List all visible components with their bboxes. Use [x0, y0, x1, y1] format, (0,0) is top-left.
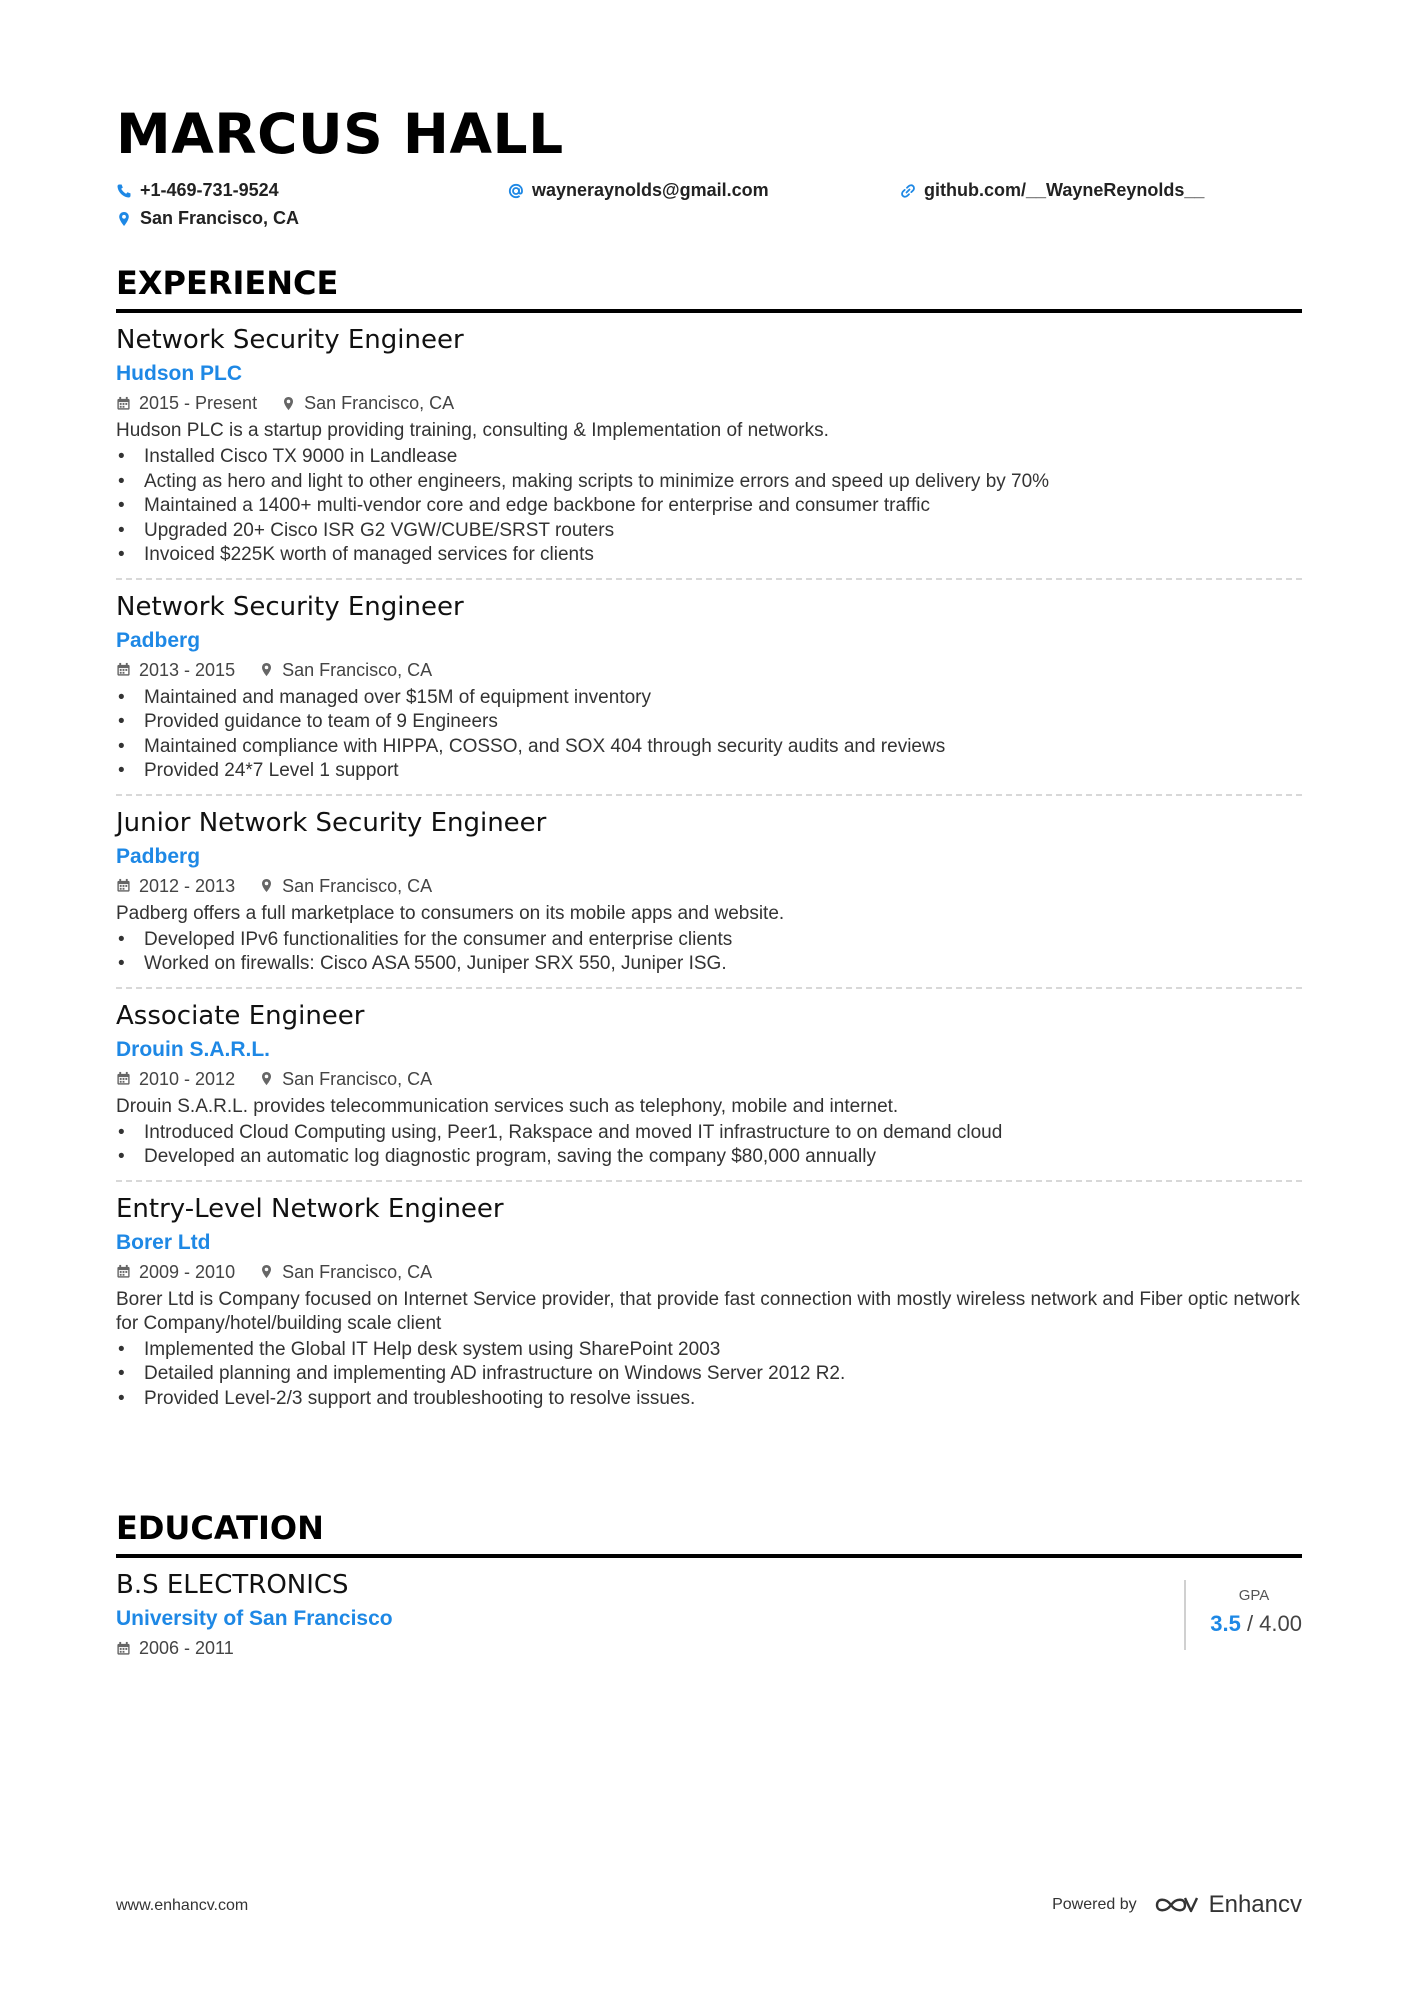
gpa-value	[1186, 1608, 1302, 1640]
gpa-separator: /	[1246, 1611, 1260, 1636]
achievement-item: • Provided guidance to team of 9 Engineers	[116, 710, 1302, 735]
job-location: San Francisco, CA	[304, 393, 455, 413]
at-sign-icon	[508, 183, 524, 199]
achievement-item: • Acting as hero and light to other engineers, making scripts to minimize errors and speed up delivery by 70%	[116, 470, 1302, 495]
gpa-score: 3.5	[1210, 1611, 1241, 1636]
achievement-list	[116, 445, 1302, 568]
company-name: Padberg	[116, 628, 201, 652]
gpa-max: 4.00	[1259, 1611, 1302, 1636]
email-address: wayneraynolds@gmail.com	[532, 180, 769, 200]
map-pin-icon	[259, 1264, 274, 1279]
map-pin-icon	[259, 1071, 274, 1086]
job-title: Entry-Level Network Engineer	[116, 1193, 504, 1224]
experience-entry	[116, 1182, 1302, 1422]
date-group	[116, 656, 235, 684]
achievement-list	[116, 1338, 1302, 1412]
job-meta	[116, 656, 1302, 684]
calendar-icon	[116, 1264, 131, 1279]
gpa-box	[1184, 1580, 1302, 1650]
achievement-item: • Introduced Cloud Computing using, Peer1, Rakspace and moved IT infrastructure to on demand cloud	[116, 1121, 1302, 1146]
map-pin-icon	[259, 662, 274, 677]
job-title: Network Security Engineer	[116, 591, 464, 622]
resume-header	[116, 98, 1302, 232]
degree: B.S ELECTRONICS	[116, 1570, 349, 1600]
experience-section	[116, 263, 1302, 1421]
job-dates: 2015 - Present	[139, 393, 258, 413]
achievement-item: • Developed IPv6 functionalities for the consumer and enterprise clients	[116, 928, 1302, 953]
achievement-list	[116, 686, 1302, 784]
enhancv-brand-text: Enhancv	[1208, 1891, 1302, 1918]
page-footer	[116, 1891, 1302, 1921]
achievement-item: • Maintained and managed over $15M of equipment inventory	[116, 686, 1302, 711]
job-location: San Francisco, CA	[282, 875, 433, 896]
github-url: github.com/__WayneReynolds__	[924, 180, 1205, 200]
map-pin-icon	[259, 878, 274, 893]
achievement-item: • Upgraded 20+ Cisco ISR G2 VGW/CUBE/SRST routers	[116, 519, 1302, 544]
contact-location	[116, 208, 299, 229]
enhancv-logo[interactable]	[1153, 1891, 1302, 1919]
education-entry	[116, 1558, 1302, 1668]
contact-phone[interactable]	[116, 180, 279, 201]
enhancv-logo-icon	[1153, 1892, 1199, 1918]
achievement-list	[116, 1121, 1302, 1170]
company-description: Drouin S.A.R.L. provides telecommunication services such as telephony, mobile and internet.	[116, 1095, 899, 1117]
job-dates: 2009 - 2010	[139, 1261, 236, 1282]
education-section	[116, 1508, 1302, 1668]
job-location: San Francisco, CA	[282, 659, 433, 680]
company-description: Hudson PLC is a startup providing training, consulting & Implementation of networks.	[116, 420, 829, 441]
achievement-item: • Developed an automatic log diagnostic program, saving the company $80,000 annually	[116, 1145, 1302, 1170]
map-pin-icon	[116, 211, 132, 227]
location-group	[259, 1258, 432, 1286]
achievement-item: • Maintained a 1400+ multi-vendor core and edge backbone for enterprise and consumer traffic	[116, 494, 1302, 519]
achievement-item: • Provided 24*7 Level 1 support	[116, 759, 1302, 784]
achievement-list	[116, 928, 1302, 977]
location-group	[259, 1065, 432, 1093]
phone-number: +1-469-731-9524	[140, 180, 279, 200]
location-text: San Francisco, CA	[140, 208, 300, 228]
job-meta	[116, 1258, 1302, 1286]
company-description: Borer Ltd is Company focused on Internet Service provider, that provide fast connection with mostly wireless network and Fiber optic network for Company/hotel/building scale client	[116, 1288, 1300, 1334]
location-group	[259, 872, 432, 900]
education-meta	[116, 1634, 1302, 1662]
gpa-label: GPA	[1238, 1587, 1270, 1604]
achievement-item: • Maintained compliance with HIPPA, COSSO, and SOX 404 through security audits and reviews	[116, 735, 1302, 760]
experience-list	[116, 313, 1302, 1421]
candidate-name: MARCUS HALL	[116, 102, 564, 166]
experience-entry	[116, 989, 1302, 1182]
school-name: University of San Francisco	[116, 1607, 393, 1630]
phone-icon	[116, 183, 132, 199]
date-group	[116, 1258, 235, 1286]
section-title-education: EDUCATION	[116, 1508, 1302, 1558]
footer-site-link[interactable]: www.enhancv.com	[116, 1897, 249, 1914]
contact-github[interactable]	[900, 180, 1204, 201]
link-icon	[900, 183, 916, 199]
powered-by	[1052, 1891, 1302, 1919]
map-pin-icon	[281, 396, 296, 411]
experience-entry	[116, 313, 1302, 580]
company-name: Borer Ltd	[116, 1230, 211, 1254]
date-group	[116, 389, 257, 417]
calendar-icon	[116, 1641, 131, 1656]
date-group	[116, 1065, 235, 1093]
achievement-item: • Worked on firewalls: Cisco ASA 5500, Juniper SRX 550, Juniper ISG.	[116, 952, 1302, 977]
achievement-item: • Invoiced $225K worth of managed services for clients	[116, 543, 1302, 568]
job-title: Associate Engineer	[116, 1000, 365, 1031]
job-location: San Francisco, CA	[282, 1068, 433, 1089]
date-group	[116, 1634, 234, 1662]
calendar-icon	[116, 396, 131, 411]
job-meta	[116, 872, 1302, 900]
job-meta	[116, 1065, 1302, 1093]
achievement-item: • Detailed planning and implementing AD infrastructure on Windows Server 2012 R2.	[116, 1362, 1302, 1387]
location-group	[281, 389, 454, 417]
job-title: Junior Network Security Engineer	[116, 807, 547, 838]
achievement-item: • Installed Cisco TX 9000 in Landlease	[116, 445, 1302, 470]
calendar-icon	[116, 662, 131, 677]
company-name: Padberg	[116, 844, 201, 868]
company-name: Drouin S.A.R.L.	[116, 1037, 270, 1061]
experience-entry	[116, 796, 1302, 989]
job-dates: 2012 - 2013	[139, 875, 236, 896]
powered-by-label: Powered by	[1052, 1896, 1137, 1913]
job-location: San Francisco, CA	[282, 1261, 433, 1282]
job-title: Network Security Engineer	[116, 325, 464, 355]
section-title-experience: EXPERIENCE	[116, 263, 1302, 313]
company-name: Hudson PLC	[116, 362, 242, 385]
job-dates: 2013 - 2015	[139, 659, 236, 680]
calendar-icon	[116, 878, 131, 893]
experience-entry	[116, 580, 1302, 796]
location-group	[259, 656, 432, 684]
job-dates: 2010 - 2012	[139, 1068, 236, 1089]
achievement-item: • Implemented the Global IT Help desk system using SharePoint 2003	[116, 1338, 1302, 1363]
education-dates: 2006 - 2011	[139, 1638, 234, 1658]
date-group	[116, 872, 235, 900]
job-meta	[116, 389, 1302, 417]
contact-email[interactable]	[508, 180, 769, 201]
contact-info	[116, 172, 1302, 232]
company-description: Padberg offers a full marketplace to consumers on its mobile apps and website.	[116, 902, 785, 924]
calendar-icon	[116, 1071, 131, 1086]
achievement-item: • Provided Level-2/3 support and troubleshooting to resolve issues.	[116, 1387, 1302, 1412]
